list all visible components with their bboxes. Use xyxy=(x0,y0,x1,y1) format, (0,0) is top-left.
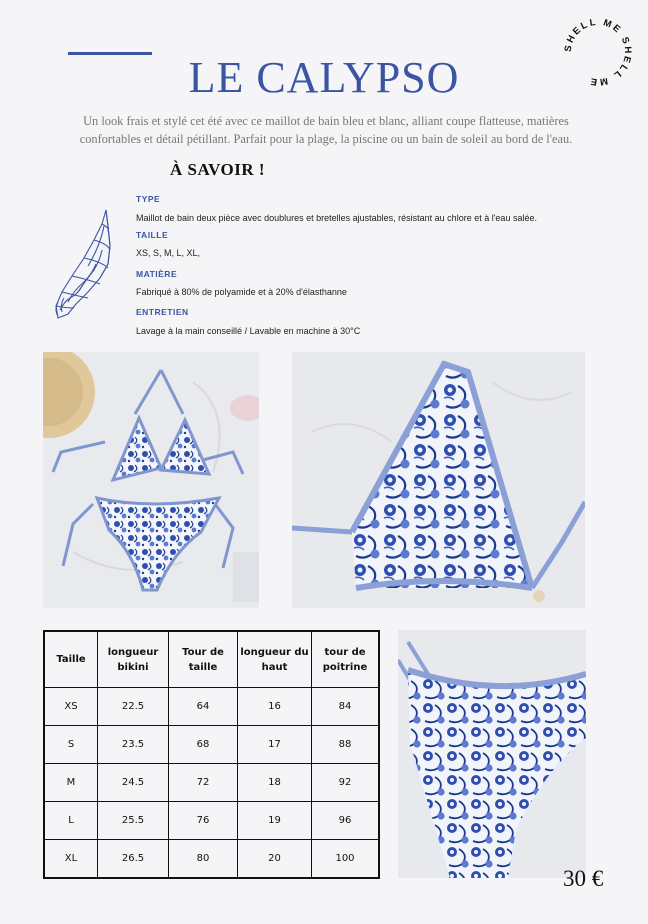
table-row xyxy=(44,840,379,879)
intro-line: Un look frais et stylé cet été avec ce maillot de bain bleu et blanc, alliant coupe flatteuse, matières xyxy=(83,114,569,128)
table-cell: S xyxy=(44,726,98,764)
table-cell: 92 xyxy=(312,764,380,802)
table-cell: 76 xyxy=(169,802,238,840)
column-header: Taille xyxy=(44,631,98,688)
column-header: tour de poitrine xyxy=(312,631,380,688)
table-cell: 72 xyxy=(169,764,238,802)
logo-text: SHELL ME SHELL ME xyxy=(562,16,634,88)
table-cell: 17 xyxy=(238,726,312,764)
product-price: 30 € xyxy=(563,866,604,891)
table-cell: 68 xyxy=(169,726,238,764)
page-title: LE CALYPSO xyxy=(188,53,460,102)
table-cell: M xyxy=(44,764,98,802)
size-value: XS, S, M, L, XL, xyxy=(136,248,201,258)
table-cell: 19 xyxy=(238,802,312,840)
table-cell: 16 xyxy=(238,688,312,726)
table-cell: 88 xyxy=(312,726,380,764)
table-row xyxy=(44,764,379,802)
table-row xyxy=(44,802,379,840)
table-cell: 26.5 xyxy=(98,840,169,879)
table-cell: 96 xyxy=(312,802,380,840)
table-row xyxy=(44,688,379,726)
product-description xyxy=(56,112,596,148)
product-photo-flatlay xyxy=(43,352,259,608)
table-cell: 24.5 xyxy=(98,764,169,802)
table-header-row xyxy=(44,631,379,688)
size-label: TAILLE xyxy=(136,230,169,240)
product-photo-top-closeup xyxy=(292,352,585,608)
type-value: Maillot de bain deux pièce avec doublures et bretelles ajustables, résistant au chlore et à l'eau salée. xyxy=(136,213,537,223)
table-cell: 80 xyxy=(169,840,238,879)
material-value: Fabriqué à 80% de polyamide et à 20% d'élasthanne xyxy=(136,287,347,297)
intro-line: confortables et détail pétillant. Parfait pour la plage, la piscine ou un bain de soleil au bord de l'eau. xyxy=(79,132,573,146)
table-cell: 18 xyxy=(238,764,312,802)
table-cell: 25.5 xyxy=(98,802,169,840)
table-cell: XL xyxy=(44,840,98,879)
type-label: TYPE xyxy=(136,194,161,204)
column-header: Tour de taille xyxy=(169,631,238,688)
table-cell: 22.5 xyxy=(98,688,169,726)
care-label: ENTRETIEN xyxy=(136,307,189,317)
table-cell: 100 xyxy=(312,840,380,879)
table-cell: XS xyxy=(44,688,98,726)
table-cell: 84 xyxy=(312,688,380,726)
size-chart-table xyxy=(43,630,380,879)
material-label: MATIÈRE xyxy=(136,269,178,279)
table-cell: 64 xyxy=(169,688,238,726)
table-row xyxy=(44,726,379,764)
care-value: Lavage à la main conseillé / Lavable en machine à 30°C xyxy=(136,326,361,336)
table-cell: L xyxy=(44,802,98,840)
product-photo-bottom-closeup xyxy=(398,630,586,878)
table-cell: 20 xyxy=(238,840,312,879)
table-cell: 23.5 xyxy=(98,726,169,764)
seashell-illustration xyxy=(48,206,120,322)
brand-logo xyxy=(560,14,636,90)
column-header: longueur du haut xyxy=(238,631,312,688)
column-header: longueur bikini xyxy=(98,631,169,688)
svg-text:SHELL ME SHELL ME xyxy=(563,17,633,88)
info-heading: À SAVOIR ! xyxy=(170,160,266,179)
